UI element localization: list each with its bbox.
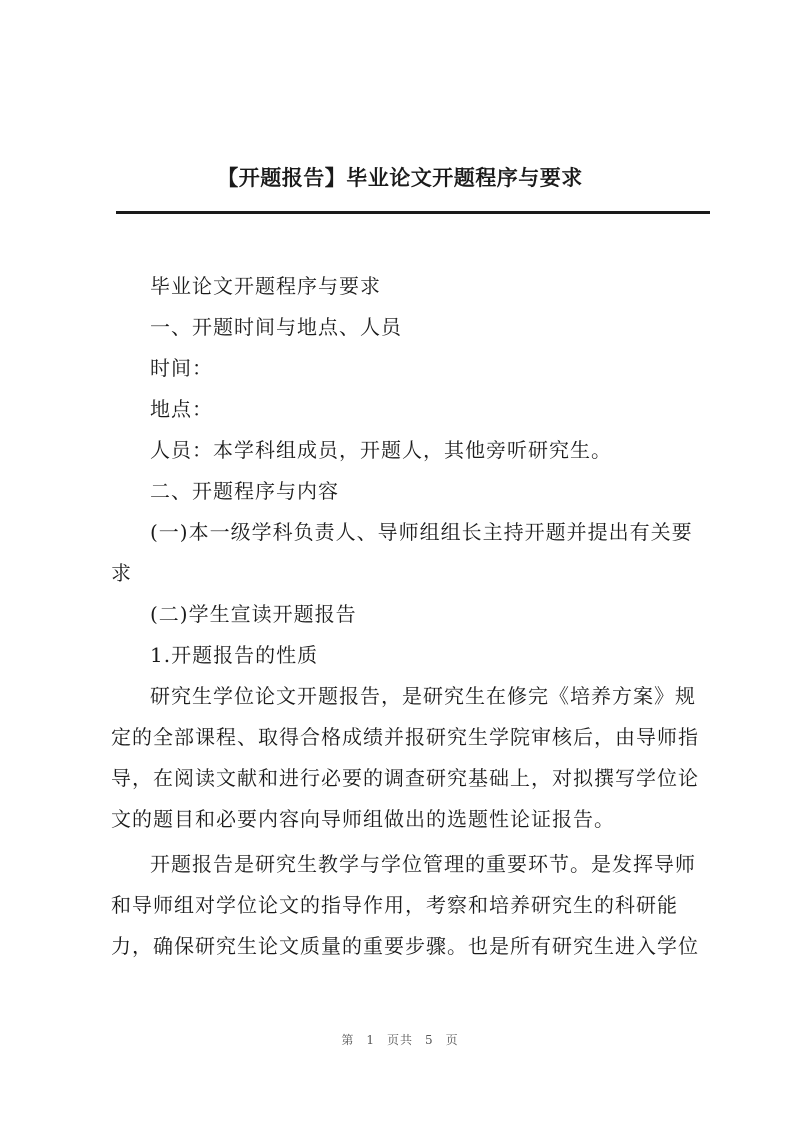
paragraph-line: 求	[111, 561, 132, 585]
paragraph-line: 导，在阅读文献和进行必要的调查研究基础上，对拟撰写学位论	[111, 766, 699, 790]
document-title: 【开题报告】毕业论文开题程序与要求	[217, 166, 583, 190]
field-location: 地点：	[150, 397, 213, 421]
subsection-heading: 1.开题报告的性质	[150, 643, 319, 667]
paragraph-line: 和导师组对学位论文的指导作用，考察和培养研究生的科研能	[111, 893, 678, 917]
paragraph-line: 研究生学位论文开题报告，是研究生在修完《培养方案》规	[150, 684, 696, 708]
footer-prefix: 第	[341, 1033, 355, 1047]
paragraph-line: (二)学生宣读开题报告	[150, 602, 357, 626]
page-total: 5	[425, 1033, 434, 1047]
paragraph-line: 文的题目和必要内容向导师组做出的选题性论证报告。	[111, 807, 615, 831]
page-number: 1	[366, 1033, 375, 1047]
footer-middle: 页共	[386, 1033, 413, 1047]
paragraph-line: (一)本一级学科负责人、导师组组长主持开题并提出有关要	[150, 520, 693, 544]
footer-suffix: 页	[445, 1033, 459, 1047]
field-attendees: 人员：本学科组成员，开题人，其他旁听研究生。	[150, 438, 612, 462]
field-time: 时间：	[150, 356, 213, 380]
paragraph-line: 定的全部课程、取得合格成绩并报研究生学院审核后，由导师指	[111, 725, 699, 749]
page-footer	[0, 1031, 800, 1048]
section-heading: 毕业论文开题程序与要求	[150, 274, 381, 298]
document-body	[111, 266, 711, 967]
paragraph-line: 开题报告是研究生教学与学位管理的重要环节。是发挥导师	[150, 852, 696, 876]
section-heading: 二、开题程序与内容	[150, 479, 339, 503]
title-divider	[116, 211, 710, 214]
paragraph-line: 力，确保研究生论文质量的重要步骤。也是所有研究生进入学位	[111, 934, 699, 958]
section-heading: 一、开题时间与地点、人员	[150, 315, 402, 339]
